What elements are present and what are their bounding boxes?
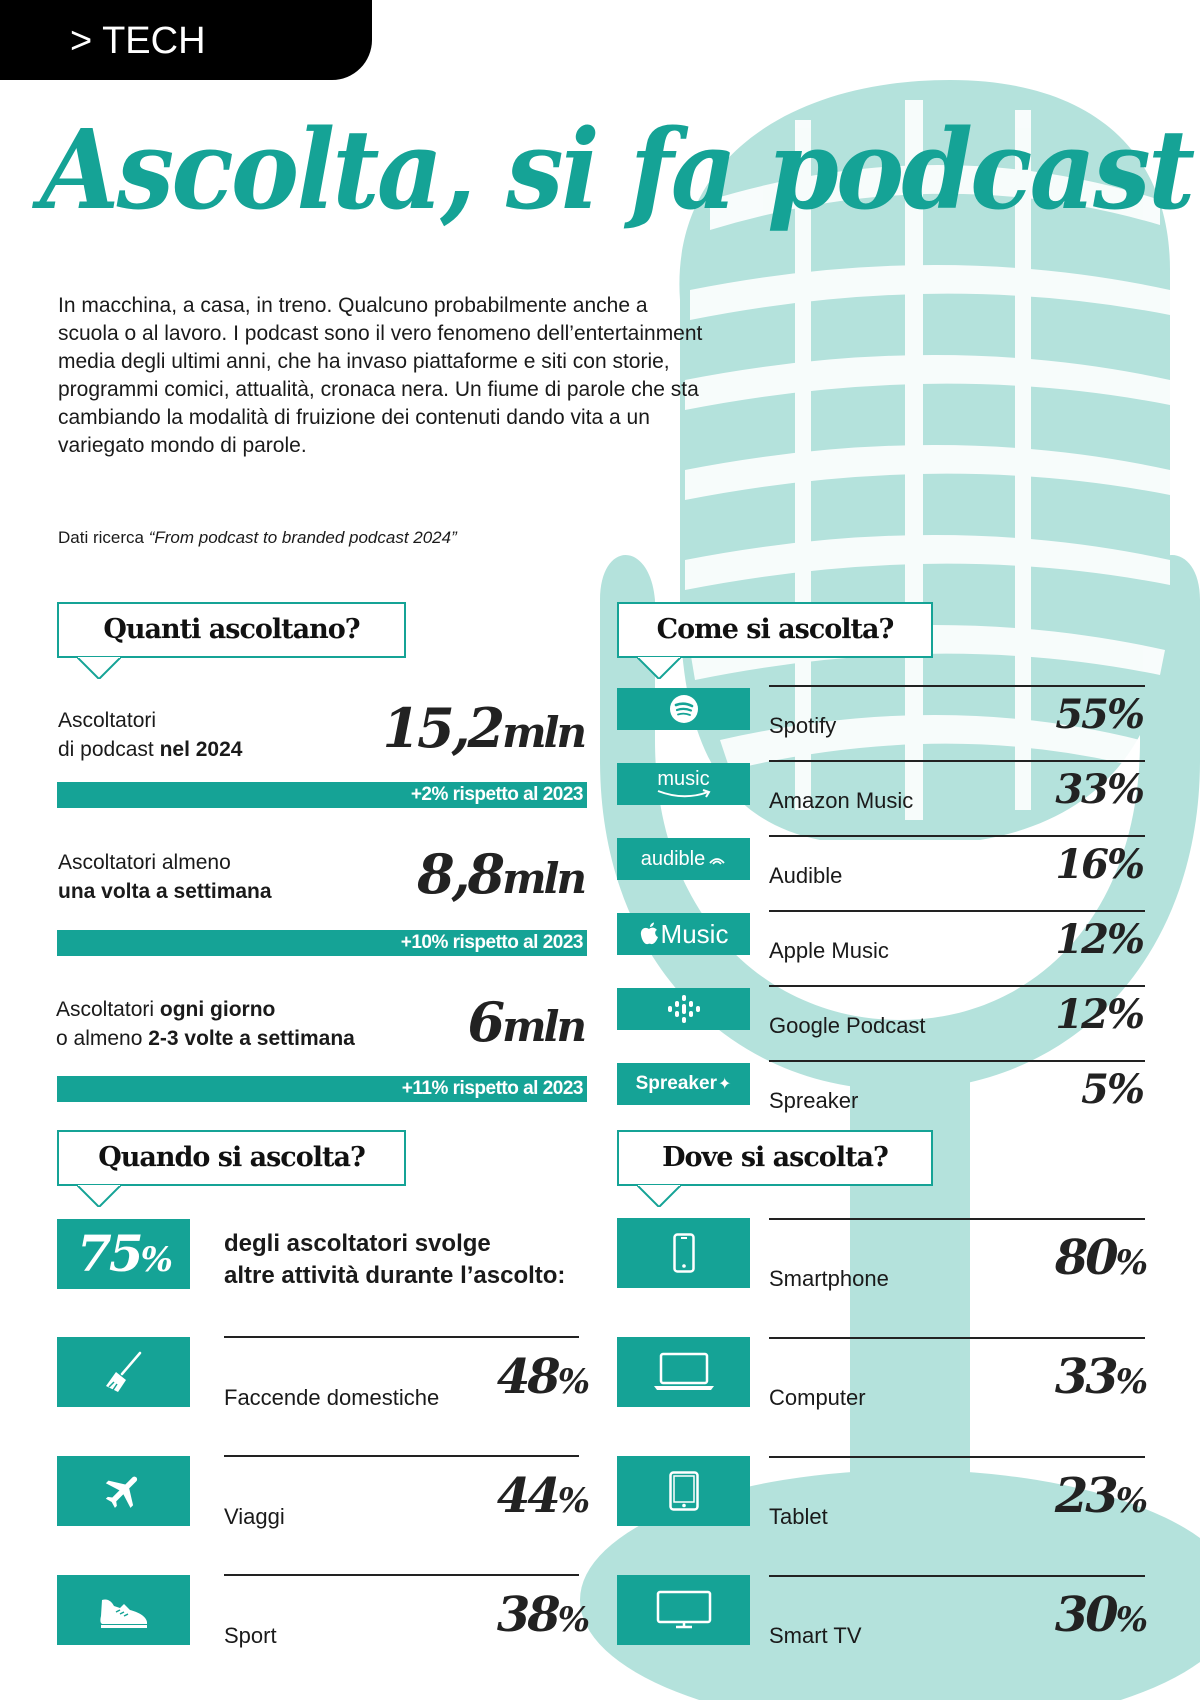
bubble-tail-icon bbox=[77, 1185, 121, 1207]
stat-number: 15,2 bbox=[382, 696, 503, 760]
big-unit: % bbox=[140, 1240, 170, 1280]
sneaker-icon bbox=[57, 1575, 190, 1645]
device-row-computer bbox=[617, 1337, 1145, 1427]
stat-delta-text: +2% rispetto al 2023 bbox=[410, 784, 583, 805]
amazon-music-logo-icon bbox=[617, 763, 750, 805]
google-podcasts-logo-icon bbox=[617, 988, 750, 1030]
logo-text: music bbox=[657, 768, 710, 790]
activity-name: Sport bbox=[224, 1623, 277, 1648]
spreaker-logo-icon bbox=[617, 1063, 750, 1105]
divider bbox=[769, 760, 1145, 762]
section-tag-label: > TECH bbox=[70, 20, 206, 62]
stat-delta-bar bbox=[57, 782, 587, 808]
app-row-amazon-music bbox=[617, 760, 1145, 835]
stat-label-text: Ascoltatori bbox=[56, 998, 160, 1021]
stat-label-line bbox=[56, 995, 355, 1024]
stat-label-text: di podcast bbox=[58, 738, 160, 761]
stat-label-daily bbox=[56, 995, 355, 1053]
stat-delta-bar bbox=[57, 1076, 587, 1102]
device-name: Smart TV bbox=[769, 1623, 862, 1648]
device-value: 80 bbox=[1054, 1230, 1116, 1286]
stat-value-2024 bbox=[383, 696, 584, 760]
stat-unit: mln bbox=[502, 854, 584, 903]
device-unit: % bbox=[1115, 1362, 1145, 1402]
bubble-tail-icon bbox=[637, 657, 681, 679]
app-percent: 12% bbox=[1055, 916, 1143, 963]
divider bbox=[769, 1575, 1145, 1577]
stat-label-bold: ogni giorno bbox=[159, 998, 276, 1021]
heading-quanti-ascoltano bbox=[57, 602, 406, 658]
app-percent: 33% bbox=[1055, 766, 1143, 813]
activity-row-travel bbox=[57, 1456, 587, 1546]
heading-dove-si-ascolta bbox=[617, 1130, 933, 1186]
activity-value: 48 bbox=[496, 1349, 558, 1405]
heading-quando-text: Quando si ascolta? bbox=[98, 1142, 365, 1173]
apple-music-logo-icon bbox=[617, 913, 750, 955]
page-title: Ascolta, si fa podcast bbox=[40, 105, 1193, 234]
stat-label-bold: nel 2024 bbox=[159, 738, 243, 761]
section-tag bbox=[0, 0, 372, 80]
bubble-tail-icon bbox=[77, 657, 121, 679]
app-row-google-podcast bbox=[617, 985, 1145, 1060]
stat-unit: mln bbox=[502, 1002, 584, 1051]
tablet-icon bbox=[617, 1456, 750, 1526]
divider bbox=[224, 1574, 579, 1576]
app-row-spreaker bbox=[617, 1060, 1145, 1135]
stat-label-weekly bbox=[58, 848, 272, 906]
stat-value-weekly bbox=[417, 842, 584, 906]
heading-quanti-text: Quanti ascoltano? bbox=[103, 614, 360, 645]
audible-logo-icon bbox=[617, 838, 750, 880]
device-value: 33 bbox=[1054, 1349, 1116, 1405]
app-percent: 16% bbox=[1055, 841, 1143, 888]
airplane-icon bbox=[57, 1456, 190, 1526]
device-unit: % bbox=[1115, 1243, 1145, 1283]
app-percent: 55% bbox=[1055, 691, 1143, 738]
app-row-audible bbox=[617, 835, 1145, 910]
app-row-apple-music bbox=[617, 910, 1145, 985]
device-row-smart-tv bbox=[617, 1575, 1145, 1665]
divider bbox=[769, 1337, 1145, 1339]
app-percent: 5% bbox=[1081, 1066, 1143, 1113]
activity-value: 38 bbox=[496, 1587, 558, 1643]
app-name: Amazon Music bbox=[769, 788, 914, 813]
activity-desc-line: altre attività durante l’ascolto: bbox=[224, 1262, 566, 1289]
bubble-tail-icon bbox=[637, 1185, 681, 1207]
activity-description bbox=[224, 1228, 565, 1292]
tv-icon bbox=[617, 1575, 750, 1645]
logo-text: audible bbox=[640, 847, 706, 870]
logo-text: Music bbox=[660, 918, 729, 949]
heading-dove-text: Dove si ascolta? bbox=[662, 1142, 888, 1173]
app-row-spotify bbox=[617, 685, 1145, 760]
activity-percent bbox=[497, 1468, 587, 1524]
source-note bbox=[58, 528, 457, 548]
spotify-logo-icon bbox=[617, 688, 750, 730]
device-percent bbox=[1055, 1587, 1145, 1643]
app-name: Google Podcast bbox=[769, 1013, 926, 1038]
divider bbox=[224, 1455, 579, 1457]
activity-value: 44 bbox=[496, 1468, 558, 1524]
device-name: Smartphone bbox=[769, 1266, 889, 1291]
device-name: Computer bbox=[769, 1385, 866, 1410]
stat-label-line bbox=[58, 877, 272, 906]
smartphone-icon bbox=[617, 1218, 750, 1288]
activity-row-sport bbox=[57, 1575, 587, 1665]
stat-label-text: o almeno bbox=[56, 1027, 149, 1050]
stat-label-line: Ascoltatori almeno bbox=[58, 851, 231, 874]
activity-unit: % bbox=[557, 1362, 587, 1402]
source-prefix: Dati ricerca bbox=[58, 528, 149, 547]
app-percent: 12% bbox=[1055, 991, 1143, 1038]
laptop-icon bbox=[617, 1337, 750, 1407]
activity-unit: % bbox=[557, 1481, 587, 1521]
stat-label-2024 bbox=[58, 706, 242, 764]
activity-percent bbox=[497, 1587, 587, 1643]
heading-quando-si-ascolta bbox=[57, 1130, 406, 1186]
device-value: 23 bbox=[1054, 1468, 1116, 1524]
stat-delta-text: +10% rispetto al 2023 bbox=[400, 932, 583, 953]
divider bbox=[769, 985, 1145, 987]
divider bbox=[769, 910, 1145, 912]
divider bbox=[769, 1456, 1145, 1458]
device-unit: % bbox=[1115, 1600, 1145, 1640]
stat-unit: mln bbox=[502, 708, 584, 757]
stat-value-daily bbox=[467, 990, 584, 1054]
stat-delta-bar bbox=[57, 930, 587, 956]
stat-label-line bbox=[58, 735, 242, 764]
stat-label-bold: una volta a settimana bbox=[58, 880, 272, 903]
activity-desc-line: degli ascoltatori svolge bbox=[224, 1230, 491, 1257]
activity-name: Faccende domestiche bbox=[224, 1385, 440, 1410]
broom-icon bbox=[57, 1337, 190, 1407]
device-percent bbox=[1055, 1468, 1145, 1524]
app-name: Spreaker bbox=[769, 1088, 859, 1113]
intro-paragraph: In macchina, a casa, in treno. Qualcuno probabilmente anche a scuola o al lavoro. I podcast sono il vero fenomeno dell’entertainment media degli ultimi anni, che ha invaso piattaforme e siti con storie, programmi comici, attualità, cronaca nera. Un fiume di parole che sta cambiando la modalità di fruizione dei contenuti dando vita a un variegato mondo di parole. bbox=[58, 294, 703, 457]
stat-number: 6 bbox=[467, 990, 503, 1054]
device-unit: % bbox=[1115, 1481, 1145, 1521]
device-percent bbox=[1055, 1349, 1145, 1405]
logo-text: Spreaker bbox=[635, 1073, 717, 1094]
heading-come-text: Come si ascolta? bbox=[656, 614, 894, 645]
app-name: Apple Music bbox=[769, 938, 889, 963]
star-icon: ✦ bbox=[717, 1076, 732, 1093]
divider bbox=[769, 1218, 1145, 1220]
divider bbox=[769, 835, 1145, 837]
stat-label-line bbox=[56, 1024, 355, 1053]
activity-percent bbox=[497, 1349, 587, 1405]
activity-share-badge bbox=[57, 1219, 190, 1289]
device-percent bbox=[1055, 1230, 1145, 1286]
device-row-tablet bbox=[617, 1456, 1145, 1546]
activity-unit: % bbox=[557, 1600, 587, 1640]
big-value: 75 bbox=[77, 1224, 141, 1283]
stat-label-line: Ascoltatori bbox=[58, 709, 157, 732]
stat-number: 8,8 bbox=[417, 842, 503, 906]
activity-name: Viaggi bbox=[224, 1504, 285, 1529]
app-name: Audible bbox=[769, 863, 843, 888]
source-title: “From podcast to branded podcast 2024” bbox=[148, 528, 457, 547]
device-row-smartphone bbox=[617, 1218, 1145, 1308]
activity-row-housework bbox=[57, 1337, 587, 1427]
device-value: 30 bbox=[1054, 1587, 1116, 1643]
heading-come-si-ascolta bbox=[617, 602, 933, 658]
stat-label-bold: 2-3 volte a settimana bbox=[148, 1027, 355, 1050]
divider bbox=[769, 685, 1145, 687]
app-name: Spotify bbox=[769, 713, 837, 738]
divider bbox=[769, 1060, 1145, 1062]
divider bbox=[224, 1336, 579, 1338]
device-name: Tablet bbox=[769, 1504, 828, 1529]
stat-delta-text: +11% rispetto al 2023 bbox=[401, 1078, 583, 1099]
